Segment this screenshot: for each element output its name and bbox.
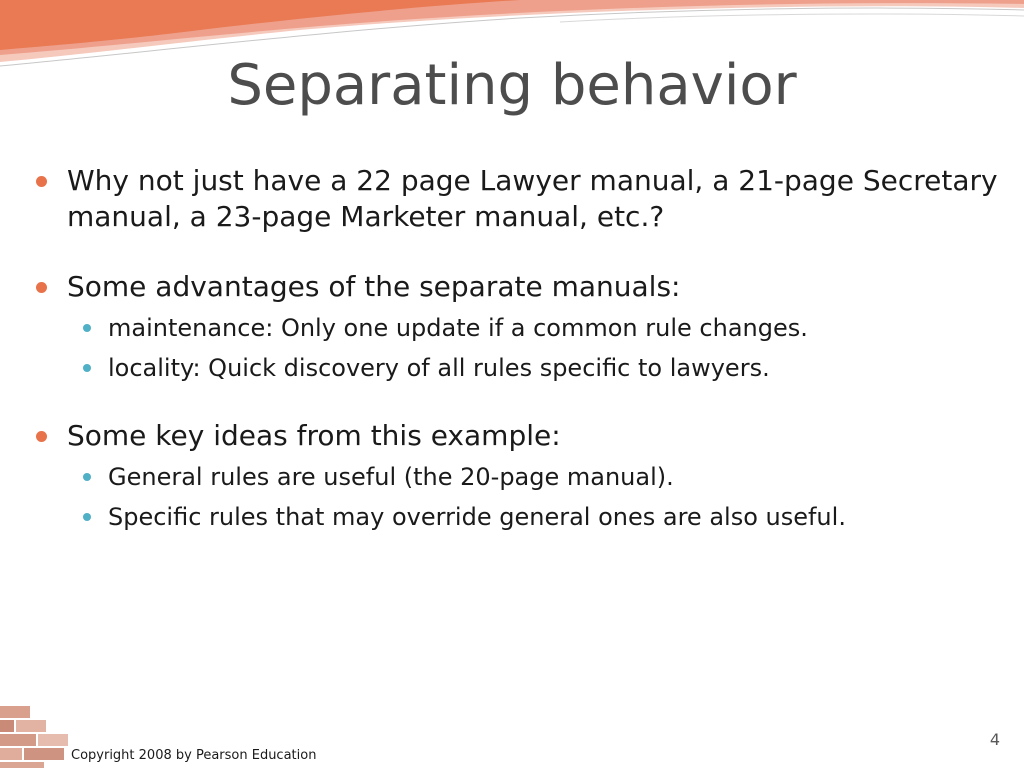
bullet-dot-icon: [36, 282, 47, 293]
sub-bullet-dot-icon: [83, 324, 91, 332]
page-number: 4: [989, 730, 1000, 749]
bullet-text: Why not just have a 22 page Lawyer manual, a 21-page Secretary manual, a 23-page Marketer manual, etc.?: [67, 164, 998, 233]
sub-bullet-text: maintenance: Only one update if a common rule changes.: [108, 314, 808, 342]
sub-bullet-dot-icon: [83, 473, 91, 481]
sub-bullet-dot-icon: [83, 513, 91, 521]
sub-bullet-dot-icon: [83, 364, 91, 372]
bullet-text: Some advantages of the separate manuals:: [67, 270, 681, 303]
brick-wall-decoration: [0, 698, 70, 768]
sub-bullet-item: [68, 501, 1004, 533]
bullet-dot-icon: [36, 176, 47, 187]
copyright-text: Copyright 2008 by Pearson Education: [71, 748, 317, 763]
sub-bullet-item: [68, 352, 1004, 384]
bullet-item: [34, 269, 1004, 305]
bullet-item: [34, 418, 1004, 454]
sub-bullet-text: locality: Quick discovery of all rules specific to lawyers.: [108, 354, 770, 382]
slide-title: Separating behavior: [227, 53, 797, 118]
bullet-dot-icon: [36, 431, 47, 442]
sub-bullet-item: [68, 461, 1004, 493]
bullet-item: [34, 163, 1004, 235]
sub-bullet-item: [68, 312, 1004, 344]
sub-bullet-text: Specific rules that may override general ones are also useful.: [108, 503, 846, 531]
sub-bullet-text: General rules are useful (the 20-page manual).: [108, 463, 674, 491]
bullet-text: Some key ideas from this example:: [67, 419, 561, 452]
slide-content: [34, 163, 1004, 533]
